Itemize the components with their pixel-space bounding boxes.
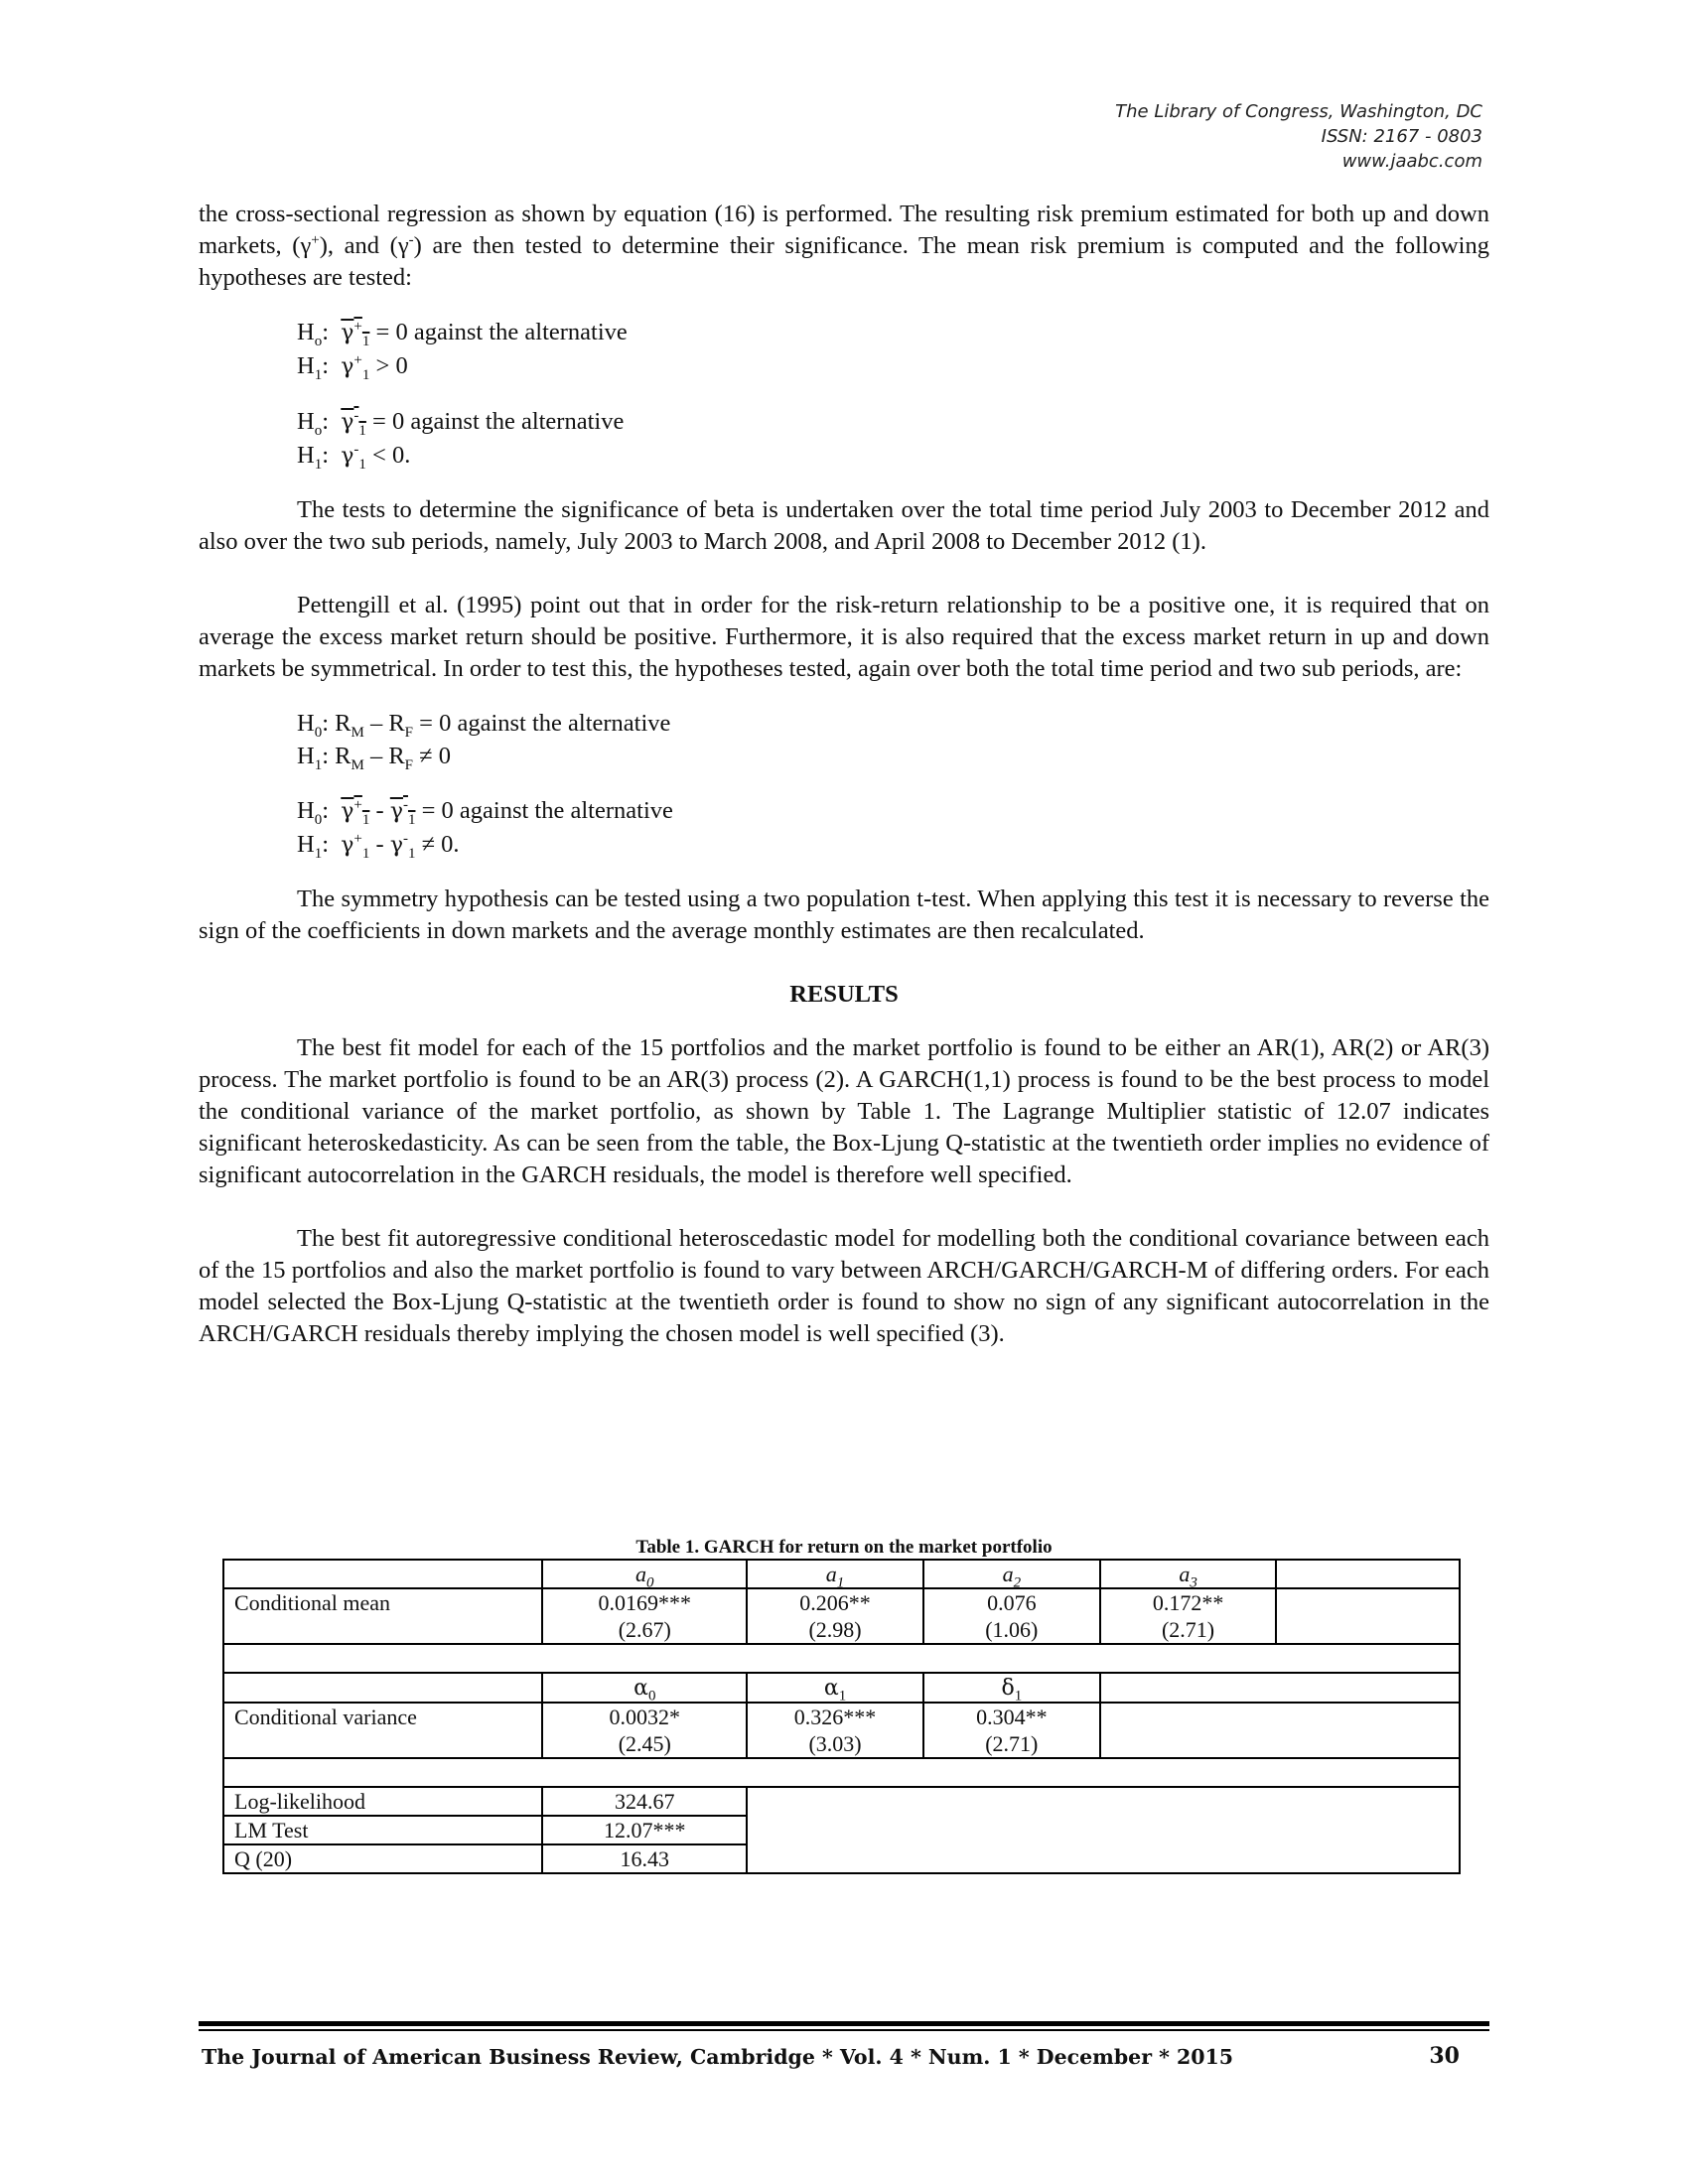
table-cell: 0.0169*** (2.67) xyxy=(542,1588,747,1644)
table-spacer-row xyxy=(223,1758,1460,1787)
superscript-plus: + xyxy=(311,231,320,248)
table-cell: 0.206** (2.98) xyxy=(747,1588,923,1644)
table-cell xyxy=(1276,1560,1460,1588)
table-cell: 324.67 xyxy=(542,1787,747,1816)
paragraph-symmetry: The symmetry hypothesis can be tested using a two population t-test. When applying this test it is necessary to reverse the sign of the coefficients in down markets and the average monthly estimates are then recalculated. xyxy=(199,886,1489,944)
page-number: 30 xyxy=(1429,2043,1460,2069)
table-cell xyxy=(223,1673,542,1703)
header-url: www.jaabc.com xyxy=(1341,151,1482,172)
table-cell xyxy=(1100,1673,1460,1703)
para1-text-a: the cross-sectional regression as shown by equation (16) is performed. The resulting risk premium estimated for both up and down markets, (γ xyxy=(199,201,1489,259)
article-body xyxy=(199,199,1489,1350)
row-label: Conditional variance xyxy=(223,1703,542,1758)
paragraph-pettengill: Pettengill et al. (1995) point out that in order for the risk-return relationship to be a positive one, it is required that on average the excess market return should be positive. Furthermore, it is also required that the excess market return in up and down markets be symmetrical. In order to test this, the hypotheses tested, again over both the total time period and two sub periods, are: xyxy=(199,592,1489,682)
table-cell: 12.07*** xyxy=(542,1816,747,1844)
table-row xyxy=(223,1588,1460,1644)
table-header-cell: $a_0$ xyxy=(542,1560,747,1588)
paragraph-best-fit-model: The best fit model for each of the 15 portfolios and the market portfolio is found to be either an AR(1), AR(2) or AR(3) process. The market portfolio is found to be an AR(3) process (2). A GARCH(1,1) process is found to be the best process to model the conditional variance of the market portfolio, as shown by Table 1. The Lagrange Multiplier statistic of 12.07 indicates significant heteroskedasticity. As can be seen from the table, the Box-Ljung Q-statistic at the twentieth order implies no evidence of significant autocorrelation in the GARCH residuals, the model is therefore well specified. xyxy=(199,1034,1489,1188)
paragraph-beta-tests: The tests to determine the significance of beta is undertaken over the total time period July 2003 to December 2012 and also over the two sub periods, namely, July 2003 to March 2008, and April 2008 to December 2012 (1). xyxy=(199,496,1489,555)
header-publisher: The Library of Congress, Washington, DC xyxy=(1115,101,1482,122)
footer-journal: The Journal of American Business Review, Cambridge * Vol. 4 * Num. 1 * December * 2015 xyxy=(202,2045,1234,2069)
hypothesis-line: $H_0$: $R_M - R_F = 0$ against the alternative xyxy=(297,710,671,741)
hypothesis-line: $H_1$: $\gamma^-_1 < 0$. xyxy=(297,441,411,473)
table-header-cell: $\alpha_0$ xyxy=(542,1673,747,1703)
table-cell xyxy=(1100,1703,1460,1758)
table-row xyxy=(223,1703,1460,1758)
paragraph-risk-premium xyxy=(199,199,1489,294)
table-cell xyxy=(223,1560,542,1588)
row-label: LM Test xyxy=(223,1816,542,1844)
header-issn: ISSN: 2167 - 0803 xyxy=(1321,126,1482,147)
table-header-cell: $\delta_1$ xyxy=(923,1673,1100,1703)
table-header-cell: $a_2$ xyxy=(923,1560,1100,1588)
hypotheses-market-return xyxy=(297,707,1489,862)
hypothesis-line: $H_o$: $\gamma^+_1 = 0$ against the alternative xyxy=(297,318,628,349)
running-header xyxy=(1115,99,1482,174)
table-cell: 0.304** (2.71) xyxy=(923,1703,1100,1758)
table-cell xyxy=(1276,1588,1460,1644)
table-spacer-row xyxy=(223,1644,1460,1673)
row-label: Log-likelihood xyxy=(223,1787,542,1816)
table-row xyxy=(223,1560,1460,1588)
table-cell: 0.0032* (2.45) xyxy=(542,1703,747,1758)
paragraph-arch-model: The best fit autoregressive conditional heteroscedastic model for modelling both the conditional covariance between each of the 15 portfolios and also the market portfolio is found to vary between ARCH/GARCH/GARCH-M of differing orders. For each model selected the Box-Ljung Q-statistic at the twentieth order is found to show no sign of any significant autocorrelation in the ARCH/GARCH residuals thereby implying the chosen model is well specified (3). xyxy=(199,1225,1489,1347)
table-header-cell: $a_1$ xyxy=(747,1560,923,1588)
row-label: Conditional mean xyxy=(223,1588,542,1644)
table-row xyxy=(223,1673,1460,1703)
hypotheses-gamma xyxy=(297,316,1489,473)
table-header-cell: $a_3$ xyxy=(1100,1560,1277,1588)
table-row xyxy=(223,1787,1460,1816)
hypothesis-line: $H_o$: $\gamma^-_1 = 0$ against the alternative xyxy=(297,407,625,439)
row-label: Q (20) xyxy=(223,1844,542,1873)
table-cell xyxy=(747,1787,1460,1873)
para1-text-b: ), and (γ xyxy=(319,232,409,259)
table-caption: Table 1. GARCH for return on the market portfolio xyxy=(635,1537,1053,1558)
hypothesis-line: $H_0$: $\gamma^+_1 - \gamma^-_1 = 0$ against the alternative xyxy=(297,796,673,828)
section-heading-results: RESULTS xyxy=(789,981,899,1008)
superscript-minus: - xyxy=(408,231,414,248)
hypothesis-line: $H_1$: $R_M - R_F \ne 0$ xyxy=(297,743,451,773)
para1-text-c: ) are then tested to determine their significance. The mean risk premium is computed and the following hypotheses are tested: xyxy=(199,232,1489,291)
garch-table xyxy=(222,1559,1461,1874)
footer-rule xyxy=(199,2029,1489,2031)
footer-rule xyxy=(199,2021,1489,2026)
hypothesis-line: $H_1$: $\gamma^+_1 - \gamma^-_1 \ne 0$. xyxy=(297,830,460,862)
table-header-cell: $\alpha_1$ xyxy=(747,1673,923,1703)
hypothesis-line: $H_1$: $\gamma^+_1 > 0$ xyxy=(297,351,408,383)
table-cell: 16.43 xyxy=(542,1844,747,1873)
table-cell: 0.172** (2.71) xyxy=(1100,1588,1277,1644)
table-cell: 0.326*** (3.03) xyxy=(747,1703,923,1758)
table-cell: 0.076 (1.06) xyxy=(923,1588,1100,1644)
